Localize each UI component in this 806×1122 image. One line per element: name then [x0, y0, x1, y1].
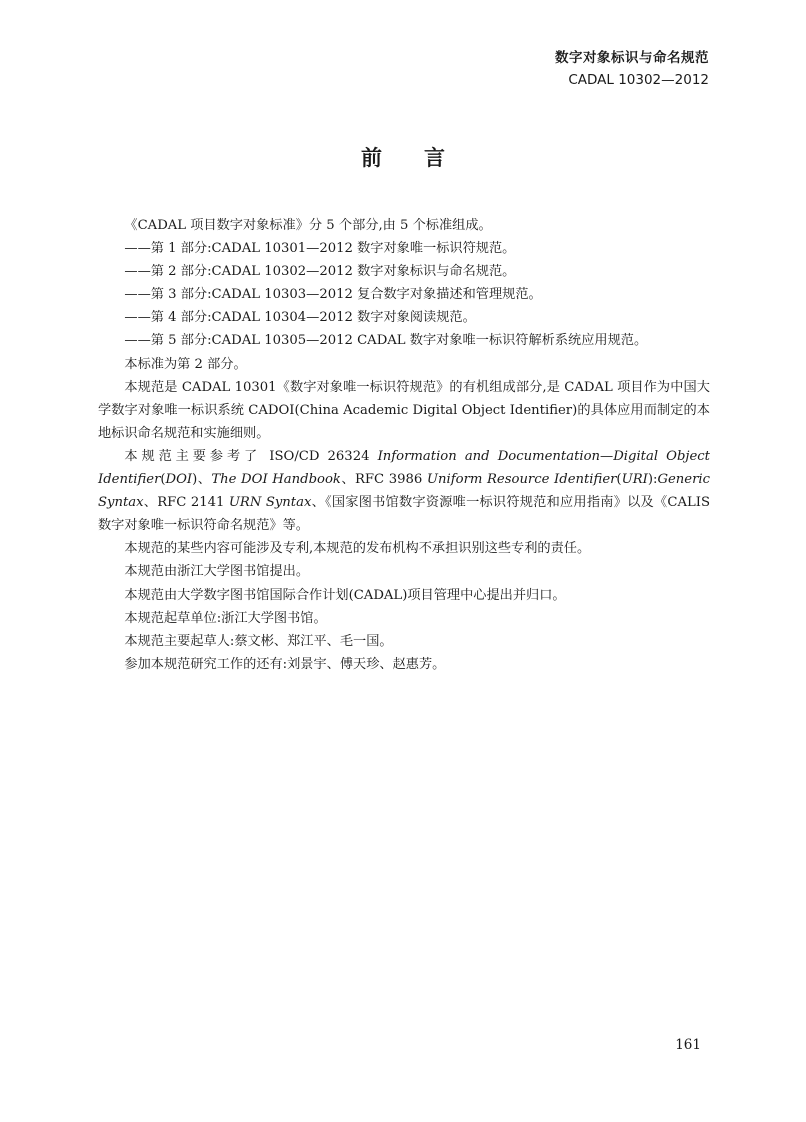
ref-text: 、《国家图书馆数字资源唯一标识符规范和应用指南》以及《CALIS 数字对象唯一标识符命名规范》等。: [98, 495, 710, 534]
running-header: [555, 47, 709, 91]
this-part-paragraph: 本标准为第 2 部分。: [124, 356, 247, 372]
ref-title: The DOI Handbook: [211, 472, 341, 488]
header-document-name: 数字对象标识与命名规范: [555, 50, 709, 66]
ref-title: DOI: [165, 472, 193, 488]
page-number: 161: [675, 1037, 701, 1053]
foreword-body: [98, 214, 710, 676]
ref-title: Uniform Resource Identifier: [426, 472, 617, 488]
part-list-item-1: ——第 1 部分:CADAL 10301—2012 数字对象唯一标识符规范。: [124, 241, 516, 257]
part-list-item-2: ——第 2 部分:CADAL 10302—2012 数字对象标识与命名规范。: [124, 264, 516, 280]
participants-paragraph: 参加本规范研究工作的还有:刘景宇、傅天珍、赵惠芳。: [124, 656, 446, 672]
header-document-code: CADAL 10302—2012: [568, 72, 709, 88]
proposed-by-paragraph: 本规范由浙江大学图书馆提出。: [124, 564, 310, 580]
managed-by-paragraph: 本规范由大学数字图书馆国际合作计划(CADAL)项目管理中心提出并归口。: [124, 587, 566, 603]
ref-text: (: [160, 472, 166, 488]
ref-text: 、RFC 3986: [340, 472, 427, 488]
patent-paragraph: 本规范的某些内容可能涉及专利,本规范的发布机构不承担识别这些专利的责任。: [124, 541, 591, 557]
ref-title: Digital Object Identifier: [98, 448, 710, 488]
ref-text: (: [616, 472, 622, 488]
ref-text: ):: [647, 472, 658, 488]
part-list-item-4: ——第 4 部分:CADAL 10304—2012 数字对象阅读规范。: [124, 310, 476, 326]
drafting-unit-paragraph: 本规范起草单位:浙江大学图书馆。: [124, 610, 327, 626]
part-list-item-3: ——第 3 部分:CADAL 10303—2012 复合数字对象描述和管理规范。: [124, 287, 542, 303]
references-paragraph: [98, 445, 710, 537]
ref-title: Information and Documentation: [377, 448, 601, 464]
part-list-item-5: ——第 5 部分:CADAL 10305—2012 CADAL 数字对象唯一标识符解析系统应用规范。: [124, 333, 648, 349]
ref-text: 本规范主要参考了 ISO/CD 26324: [124, 448, 378, 464]
ref-title: URI: [621, 472, 648, 488]
ref-title: URN Syntax: [228, 495, 312, 511]
intro-paragraph: 《CADAL 项目数字对象标准》分 5 个部分,由 5 个标准组成。: [124, 218, 492, 233]
ref-title: Generic Syntax: [98, 472, 710, 511]
ref-text: )、: [192, 472, 212, 488]
ref-text: 、RFC 2141: [143, 495, 229, 511]
drafters-paragraph: 本规范主要起草人:蔡文彬、郑江平、毛一国。: [124, 633, 393, 649]
relation-paragraph: 本规范是 CADAL 10301《数字对象唯一标识符规范》的有机组成部分,是 CADAL 项目作为中国大学数字对象唯一标识系统 CADOI(China Academic Digital Object Identifier)的具体应用而制定的本地标识命名规范和实施细则。: [98, 379, 710, 441]
page-title: 前言: [361, 146, 487, 170]
ref-text: —: [600, 448, 614, 464]
